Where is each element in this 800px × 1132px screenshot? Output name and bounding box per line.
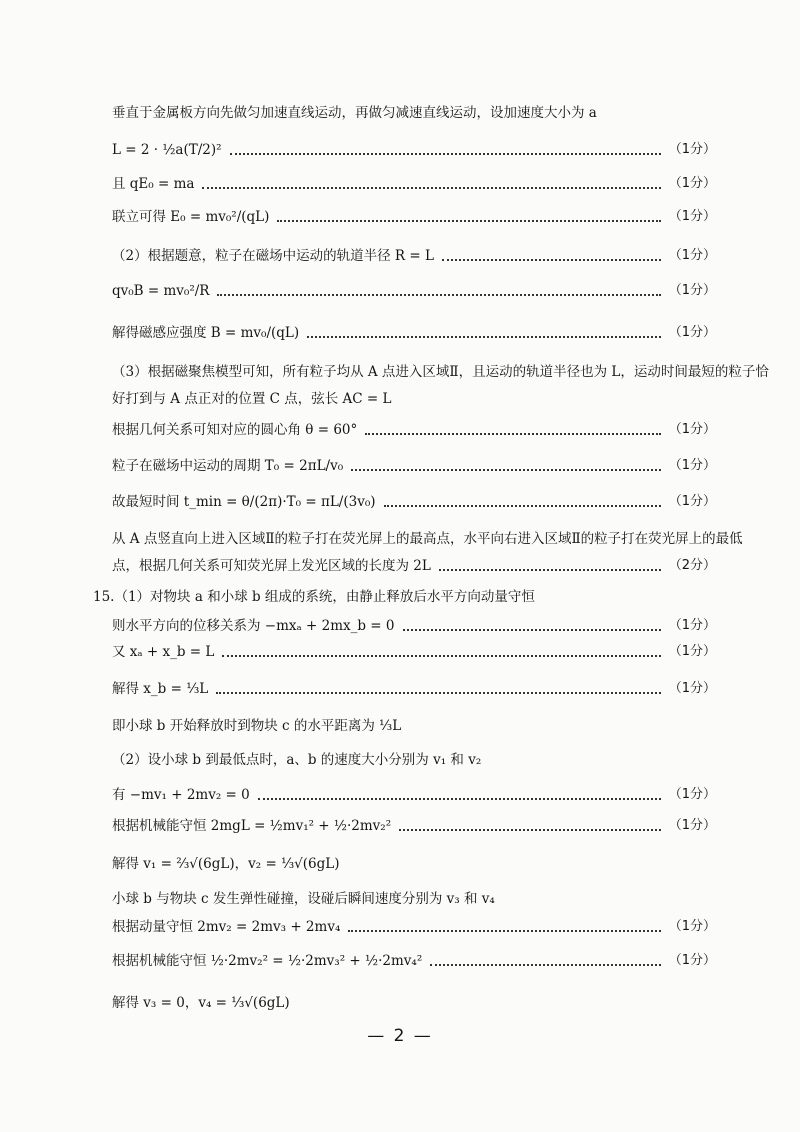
line-text: 即小球 b 开始释放时到物块 c 的水平距离为 ⅓L xyxy=(112,718,402,734)
dotted-leader xyxy=(216,691,660,694)
text-line xyxy=(112,390,716,408)
line-text: 有 −mv₁ + 2mv₂ = 0 xyxy=(112,787,250,803)
dotted-leader xyxy=(399,828,661,831)
score-label: （1分） xyxy=(668,818,716,833)
text-line xyxy=(112,994,716,1012)
text-line xyxy=(112,717,716,735)
dotted-leader xyxy=(439,568,661,571)
line-text: 小球 b 与物块 c 发生弹性碰撞，设碰后瞬间速度分别为 v₃ 和 v₄ xyxy=(112,891,495,907)
line-text: 解得 v₁ = ⅔√(6gL)，v₂ = ⅓√(6gL) xyxy=(112,856,340,872)
score-label: （1分） xyxy=(668,283,716,298)
text-line xyxy=(112,282,716,300)
line-text: 又 xₐ + x_b = L xyxy=(112,644,215,660)
line-text: 粒子在磁场中运动的周期 T₀ = 2πL/v₀ xyxy=(112,458,344,474)
score-label: （1分） xyxy=(668,176,716,191)
text-line xyxy=(112,751,716,769)
text-line xyxy=(112,680,716,698)
text-line xyxy=(112,457,716,475)
text-line xyxy=(93,588,697,606)
score-label: （1分） xyxy=(668,618,716,633)
dotted-leader xyxy=(365,432,660,435)
score-label: （1分） xyxy=(668,953,716,968)
dotted-leader xyxy=(384,504,661,507)
text-line xyxy=(112,421,716,439)
line-text: qv₀B = mv₀²/R xyxy=(112,283,210,299)
dotted-leader xyxy=(351,468,661,471)
line-text: 从 A 点竖直向上进入区域Ⅱ的粒子打在荧光屏上的最高点，水平向右进入区域Ⅱ的粒子打在荧光屏上的最低 xyxy=(112,531,743,547)
dotted-leader xyxy=(430,963,660,966)
line-text: 解得 v₃ = 0，v₄ = ⅓√(6gL) xyxy=(112,995,290,1011)
text-line xyxy=(112,855,716,873)
score-label: （1分） xyxy=(668,919,716,934)
score-label: （1分） xyxy=(668,787,716,802)
score-label: （1分） xyxy=(668,325,716,340)
score-label: （1分） xyxy=(668,644,716,659)
line-text: 故最短时间 t_min = θ/(2π)·T₀ = πL/(3v₀) xyxy=(112,494,376,510)
dotted-leader xyxy=(442,258,661,261)
line-text: 根据几何关系可知对应的圆心角 θ = 60° xyxy=(112,422,358,438)
line-text: 根据动量守恒 2mv₂ = 2mv₃ + 2mv₄ xyxy=(112,919,341,935)
line-text: 根据机械能守恒 2mgL = ½mv₁² + ½·2mv₂² xyxy=(112,818,392,834)
text-line xyxy=(112,617,716,635)
text-line xyxy=(112,643,716,661)
dotted-leader xyxy=(307,335,661,338)
score-label: （2分） xyxy=(668,558,716,573)
score-label: （1分） xyxy=(668,422,716,437)
text-line xyxy=(112,918,716,936)
line-text: 解得 x_b = ⅓L xyxy=(112,681,209,697)
score-label: （1分） xyxy=(668,209,716,224)
text-line xyxy=(112,817,716,835)
text-line xyxy=(112,493,716,511)
score-label: （1分） xyxy=(668,248,716,263)
page-number: — 2 — xyxy=(367,1026,433,1046)
text-line xyxy=(112,104,716,122)
text-line xyxy=(112,557,716,575)
text-line xyxy=(112,530,743,548)
line-text: 联立可得 E₀ = mv₀²/(qL) xyxy=(112,209,270,225)
text-line xyxy=(112,247,716,265)
line-text: 则水平方向的位移关系为 −mxₐ + 2mx_b = 0 xyxy=(112,618,395,634)
text-line xyxy=(112,890,716,908)
text-line xyxy=(112,208,716,226)
text-line xyxy=(112,175,716,193)
line-text: 解得磁感应强度 B = mv₀/(qL) xyxy=(112,325,300,341)
dotted-leader xyxy=(230,152,661,155)
score-label: （1分） xyxy=(668,494,716,509)
dotted-leader xyxy=(403,628,661,631)
dotted-leader xyxy=(258,797,661,800)
score-label: （1分） xyxy=(668,681,716,696)
score-label: （1分） xyxy=(668,142,716,157)
text-line xyxy=(112,141,716,159)
line-text: 15.（1）对物块 a 和小球 b 组成的系统，由静止释放后水平方向动量守恒 xyxy=(93,589,535,605)
dotted-leader xyxy=(222,654,660,657)
dotted-leader xyxy=(348,929,660,932)
dotted-leader xyxy=(202,186,660,189)
dotted-leader xyxy=(277,219,660,222)
dotted-leader xyxy=(217,293,660,296)
line-text: （2）设小球 b 到最低点时，a、b 的速度大小分别为 v₁ 和 v₂ xyxy=(112,752,482,768)
text-line xyxy=(112,363,769,381)
line-text: 点，根据几何关系可知荧光屏上发光区域的长度为 2L xyxy=(112,558,431,574)
score-label: （1分） xyxy=(668,458,716,473)
line-text: （2）根据题意，粒子在磁场中运动的轨道半径 R = L xyxy=(112,248,434,264)
text-line xyxy=(112,952,716,970)
line-text: 且 qE₀ = ma xyxy=(112,176,195,192)
line-text: 好打到与 A 点正对的位置 C 点，弦长 AC = L xyxy=(112,391,392,407)
line-text: （3）根据磁聚焦模型可知，所有粒子均从 A 点进入区域Ⅱ，且运动的轨道半径也为 L，运动时间最短的粒子恰 xyxy=(112,364,769,380)
line-text: 根据机械能守恒 ½·2mv₂² = ½·2mv₃² + ½·2mv₄² xyxy=(112,953,423,969)
line-text: L = 2 · ½a(T/2)² xyxy=(112,142,222,158)
text-line xyxy=(112,786,716,804)
line-text: 垂直于金属板方向先做匀加速直线运动，再做匀减速直线运动，设加速度大小为 a xyxy=(112,105,597,121)
text-line xyxy=(112,324,716,342)
